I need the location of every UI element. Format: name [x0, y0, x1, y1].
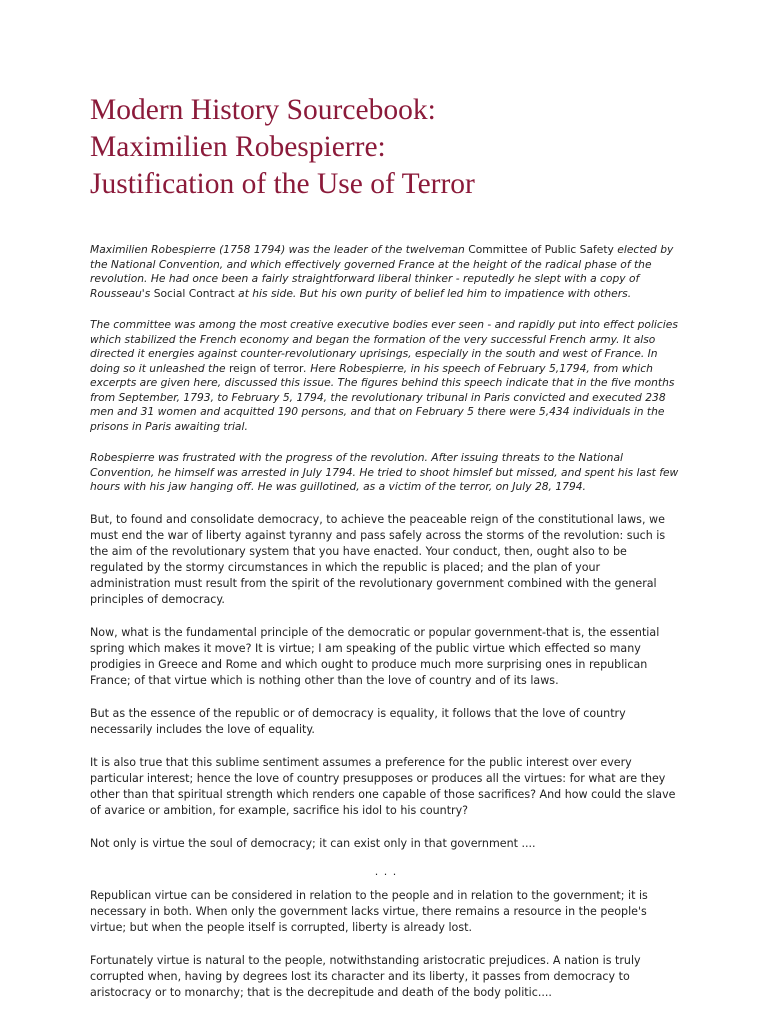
page-title — [90, 92, 682, 203]
intro-text: The committee was among the most creative executive bodies ever seen - and rapidly put into effect policies which stabilized the French economy and began the formation of the very successful French army. It also directed it energies against counter-revolutionary uprisings, especially in the south and west of France. In doing so it unleashed the — [90, 318, 678, 375]
intro-paragraph: Robespierre was frustrated with the progress of the revolution. After issuing threats to the National Convention, he himself was arrested in July 1794. He tried to shoot himslef but missed, and spent his last few hours with his jaw hanging off. He was guillotined, as a victim of the terror, on July 28, 1794. — [90, 451, 679, 493]
title-line: Justification of the Use of Terror — [90, 168, 475, 200]
intro-text: at his side. But his own purity of belief led him to impatience with others. — [234, 286, 632, 300]
section-break: . . . — [374, 864, 398, 878]
document-page — [90, 92, 682, 1018]
speech-paragraph: Fortunately virtue is natural to the people, notwithstanding aristocratic prejudices. A nation is truly corrupted when, having by degrees lost its character and its liberty, it passes from democracy to aristocracy or to monarchy; that is the decrepitude and death of the body politic.... — [90, 953, 641, 999]
speech-paragraph: Republican virtue can be considered in relation to the people and in relation to the government; it is necessary in both. When only the government lacks virtue, there remains a resource in the people's virtue; but when the people itself is corrupted, liberty is already lost. — [90, 888, 648, 934]
intro-text: elected by the National Convention, and which effectively governed France at the height of the radical phase of the revolution. He had once been a fairly straightforward liberal thinker - reputedly he slept with a copy of Rousseau's — [90, 243, 674, 300]
intro-text-roman: Social Contract — [153, 286, 235, 300]
intro-text: . Here Robespierre, in his speech of February 5,1794, from which excerpts are given here, discussed this issue. The figures behind this speech indicate that in the five months from September, 1793, to February 5, 1794, the revolutionary tribunal in Paris convicted and executed 238 men and 31 women and acquitted 190 persons, and that on February 5 there were 5,434 individuals in the prisons in Paris awaiting trial. — [90, 361, 675, 433]
speech-paragraph: Now, what is the fundamental principle of the democratic or popular government-that is, the essential spring which makes it move? It is virtue; I am speaking of the public virtue which effected so many prodigies in Greece and Rome and which ought to produce much more surprising ones in republican France; of that virtue which is nothing other than the love of country and of its laws. — [90, 625, 660, 687]
speech-paragraph: But as the essence of the republic or of democracy is equality, it follows that the love of country necessarily includes the love of equality. — [90, 706, 626, 736]
speech-paragraph: But, to found and consolidate democracy, to achieve the peaceable reign of the constitutional laws, we must end the war of liberty against tyranny and pass safely across the storms of the revolution: such is the aim of the revolutionary system that you have enacted. Your conduct, then, ought also to be regulated by the stormy circumstances in which the republic is placed; and the plan of your administration must result from the spirit of the revolutionary government combined with the general principles of democracy. — [90, 512, 666, 606]
title-line: Modern History Sourcebook: — [90, 94, 436, 126]
speech-paragraph: Not only is virtue the soul of democracy; it can exist only in that government .... — [90, 836, 536, 850]
intro-text: Maximilien Robespierre (1758 1794) was the leader of the twelveman — [90, 243, 469, 256]
intro-paragraph — [90, 243, 682, 301]
intro-text-roman: reign of terror — [229, 361, 304, 375]
intro-text-roman: Committee of Public Safety — [468, 243, 614, 256]
speech-paragraph: It is also true that this sublime sentiment assumes a preference for the public interest over every particular interest; hence the love of country presupposes or produces all the virtues: for what are they other than that spiritual strength which renders one capable of those sacrifices? And how could the slave of avarice or ambition, for example, sacrifice his idol to his country? — [90, 755, 676, 817]
intro-paragraph — [90, 318, 682, 434]
title-line: Maximilien Robespierre: — [90, 131, 386, 163]
